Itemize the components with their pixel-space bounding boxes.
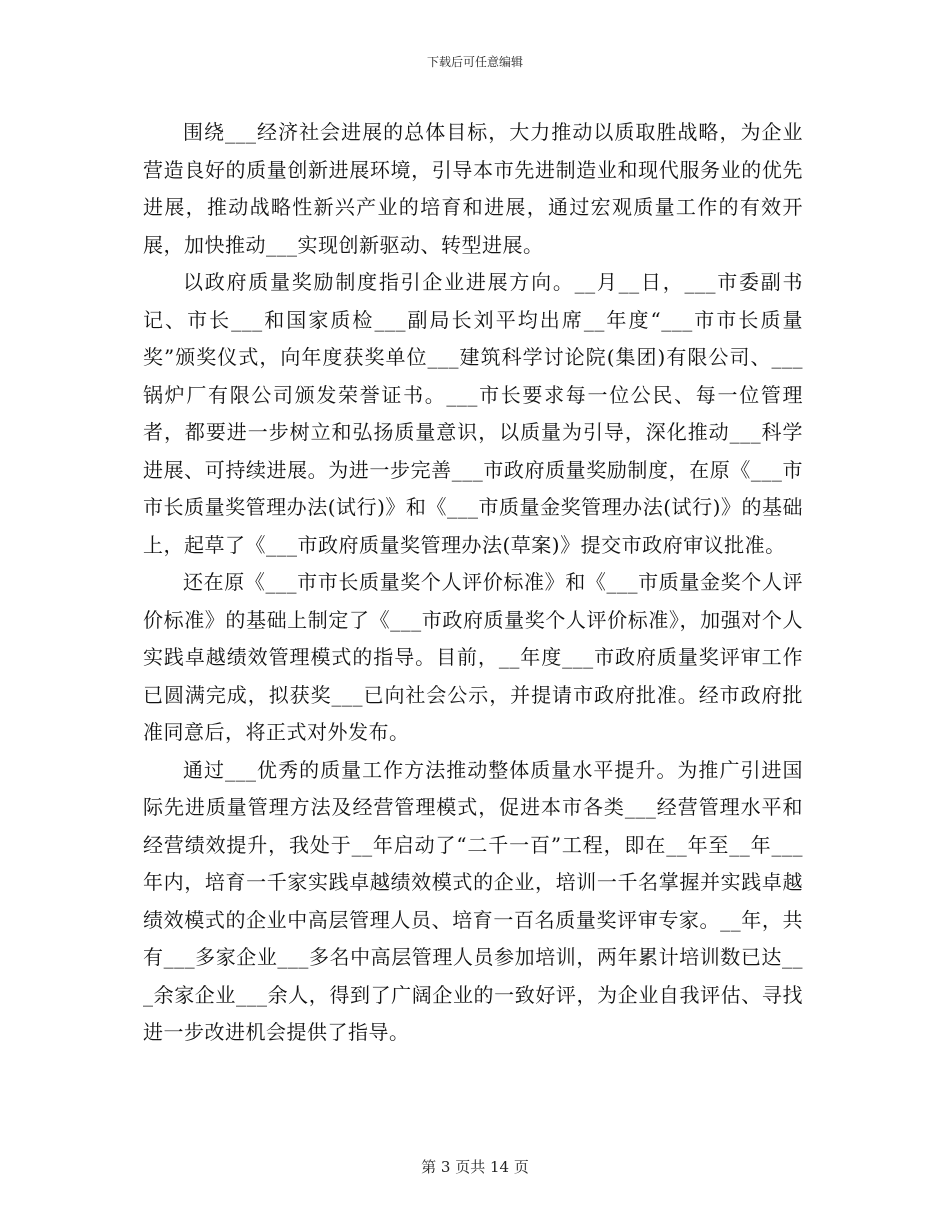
paragraph-2: 以政府质量奖励制度指引企业进展方向。__月__日，___市委副书记、市长___和国家质检___副局长刘平均出席__年度“___市市长质量奖”颁奖仪式，向年度获奖单位___建筑科学讨论院(集团)有限公司、___锅炉厂有限公司颁发荣誉证书。___市长要求每一位公民、每一位管理者，都要进一步树立和弘扬质量意识，以质量为引导，深化推动___科学进展、可持续进展。为进一步完善___市政府质量奖励制度，在原《___市市长质量奖管理办法(试行)》和《___市质量金奖管理办法(试行)》的基础上，起草了《___市政府质量奖管理办法(草案)》提交市政府审议批准。	[143, 270, 803, 557]
page-number-footer: 第 3 页共 14 页	[421, 1158, 529, 1176]
paragraph-3: 还在原《___市市长质量奖个人评价标准》和《___市质量金奖个人评价标准》的基础上制定了《___市政府质量奖个人评价标准》，加强对个人实践卓越绩效管理模式的指导。目前，__年度___市政府质量奖评审工作已圆满完成，拟获奖___已向社会公示，并提请市政府批准。经市政府批准同意后，将正式对外发布。	[143, 570, 803, 744]
paragraph-1: 围绕___经济社会进展的总体目标，大力推动以质取胜战略，为企业营造良好的质量创新进展环境，引导本市先进制造业和现代服务业的优先进展，推动战略性新兴产业的培育和进展，通过宏观质量工作的有效开展，加快推动___实现创新驱动、转型进展。	[143, 120, 803, 257]
paragraph-4: 通过___优秀的质量工作方法推动整体质量水平提升。为推广引进国际先进质量管理方法及经营管理模式，促进本市各类___经营管理水平和经营绩效提升，我处于__年启动了“二千一百”工程，即在__年至__年___年内，培育一千家实践卓越绩效模式的企业，培训一千名掌握并实践卓越绩效模式的企业中高层管理人员、培育一百名质量奖评审专家。__年，共有___多家企业___多名中高层管理人员参加培训，两年累计培训数已达___余家企业___余人，得到了广阔企业的一致好评，为企业自我评估、寻找进一步改进机会提供了指导。	[143, 757, 803, 1044]
page-header: 下载后可任意编辑	[426, 55, 523, 69]
document-body	[143, 114, 803, 1052]
